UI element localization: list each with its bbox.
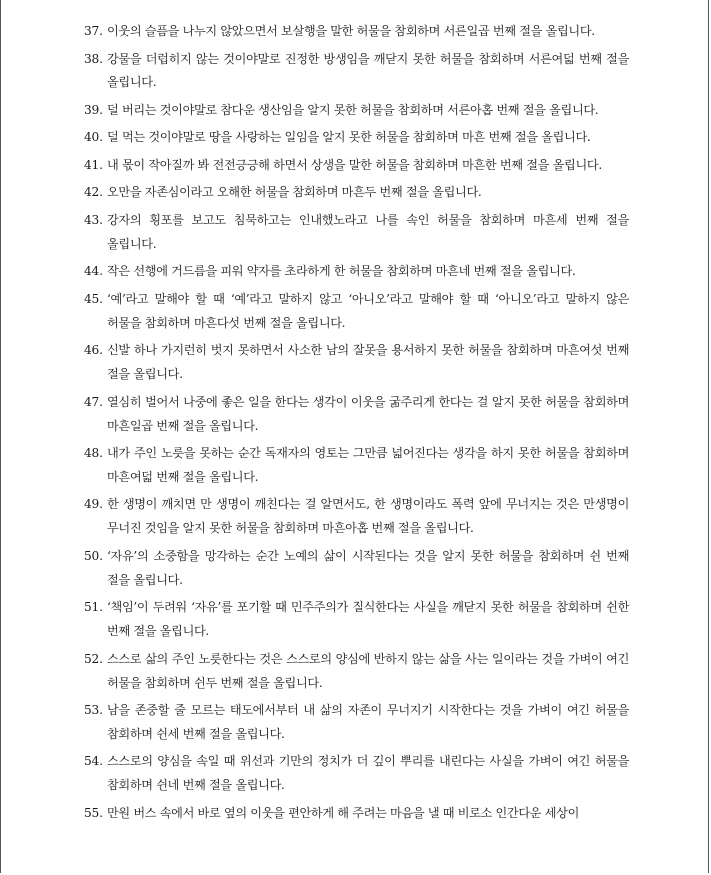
list-item: [84, 20, 629, 44]
item-text: ‘책임’이 두려워 ‘자유’를 포기할 때 민주주의가 질식한다는 사실을 깨닫지 못한 허물을 참회하며 쉰한 번째 절을 올립니다.: [107, 600, 629, 639]
list-item: [84, 99, 629, 123]
item-number: 49.: [84, 497, 103, 512]
item-number: 42.: [84, 185, 103, 200]
item-text: 강자의 횡포를 보고도 침묵하고는 인내했노라고 나를 속인 허물을 참회하며 마흔세 번째 절을 올립니다.: [107, 212, 629, 251]
list-item: [84, 596, 629, 644]
item-text: 강물을 더럽히지 않는 것이야말로 진정한 방생임을 깨닫지 못한 허물을 참회하며 서른여덟 번째 절을 올립니다.: [107, 51, 629, 90]
list-item: [84, 209, 629, 257]
item-number: 45.: [84, 291, 103, 306]
list-item: [84, 699, 629, 747]
item-number: 43.: [84, 212, 103, 227]
item-number: 37.: [84, 24, 103, 38]
list-item: [84, 126, 629, 150]
list-item: [84, 48, 629, 96]
item-text: 스스로 삶의 주인 노릇한다는 것은 스스로의 양심에 반하지 않는 삶을 사는 일이라는 것을 가벼이 여긴 허물을 참회하며 쉰두 번째 절을 올립니다.: [107, 651, 629, 690]
item-number: 39.: [84, 102, 103, 117]
list-item: [84, 154, 629, 178]
item-number: 40.: [84, 130, 103, 145]
item-number: 55.: [84, 805, 103, 820]
item-number: 41.: [84, 157, 103, 172]
list-item: [84, 442, 629, 490]
item-text: 한 생명이 깨치면 만 생명이 깨친다는 걸 알면서도, 한 생명이라도 폭력 앞에 무너지는 것은 만생명이 무너진 것임을 알지 못한 허물을 참회하며 마흔아홉 번째 절을 올립니다.: [107, 497, 629, 536]
item-number: 44.: [84, 264, 103, 279]
item-text: 스스로의 양심을 속일 때 위선과 기만의 정치가 더 깊이 뿌리를 내린다는 사실을 가벼이 여긴 허물을 참회하며 쉰네 번째 절을 올립니다.: [107, 754, 629, 793]
item-number: 38.: [84, 51, 103, 66]
item-text: 오만을 자존심이라고 오해한 허물을 참회하며 마흔두 번째 절을 올립니다.: [107, 185, 482, 200]
item-number: 50.: [84, 548, 103, 563]
item-text: 열심히 벌어서 나중에 좋은 일을 한다는 생각이 이웃을 굶주리게 한다는 걸 알지 못한 허물을 참회하며 마흔일곱 번째 절을 올립니다.: [107, 394, 629, 433]
list-item: [84, 181, 629, 205]
item-number: 48.: [84, 446, 103, 461]
item-text: 작은 선행에 거드름을 피워 약자를 초라하게 한 허물을 참회하며 마흔네 번째 절을 올립니다.: [107, 264, 576, 279]
item-number: 53.: [84, 703, 103, 718]
item-number: 52.: [84, 651, 103, 666]
item-number: 46.: [84, 343, 103, 358]
list-item: [84, 648, 629, 696]
item-text: 덜 버리는 것이야말로 참다운 생산임을 알지 못한 허물을 참회하며 서른아홉 번째 절을 올립니다.: [107, 102, 599, 117]
list-item: [84, 750, 629, 798]
list-item: [84, 802, 629, 826]
list-item: [84, 493, 629, 541]
item-text: 덜 먹는 것이야말로 땅을 사랑하는 일임을 알지 못한 허물을 참회하며 마흔 번째 절을 올립니다.: [107, 130, 591, 145]
list-item: [84, 288, 629, 336]
item-text: ‘자유’의 소중함을 망각하는 순간 노예의 삶이 시작된다는 것을 알지 못한 허물을 참회하며 쉰 번째 절을 올립니다.: [107, 548, 629, 587]
item-text: 이웃의 슬픔을 나누지 않았으면서 보살행을 말한 허물을 참회하며 서른일곱 번째 절을 올립니다.: [107, 24, 595, 38]
document-body: [84, 20, 629, 829]
list-item: [84, 260, 629, 284]
item-text: 만원 버스 속에서 바로 옆의 이웃을 편안하게 해 주려는 마음을 낼 때 비로소 인간다운 세상이: [107, 805, 579, 820]
list-item: [84, 391, 629, 439]
item-text: 내 몫이 작아질까 봐 전전긍긍해 하면서 상생을 말한 허물을 참회하며 마흔한 번째 절을 올립니다.: [107, 157, 602, 172]
list-item: [84, 339, 629, 387]
item-text: 내가 주인 노릇을 못하는 순간 독재자의 영토는 그만큼 넓어진다는 생각을 하지 못한 허물을 참회하며 마흔여덟 번째 절을 올립니다.: [107, 446, 629, 484]
list-item: [84, 545, 629, 593]
item-text: 남을 존중할 줄 모르는 태도에서부터 내 삶의 자존이 무너지기 시작한다는 것을 가벼이 여긴 허물을 참회하며 쉰세 번째 절을 올립니다.: [107, 703, 629, 741]
item-number: 54.: [84, 754, 103, 769]
item-text: 신발 하나 가지런히 벗지 못하면서 사소한 남의 잘못을 용서하지 못한 허물을 참회하며 마흔여섯 번째 절을 올립니다.: [107, 343, 629, 382]
item-number: 47.: [84, 394, 103, 409]
item-number: 51.: [84, 600, 103, 615]
item-text: ‘예’라고 말해야 할 때 ‘예’라고 말하지 않고 ‘아니오’라고 말해야 할 때 ‘아니오’라고 말하지 않은 허물을 참회하며 마흔다섯 번째 절을 올립니다.: [107, 291, 629, 330]
